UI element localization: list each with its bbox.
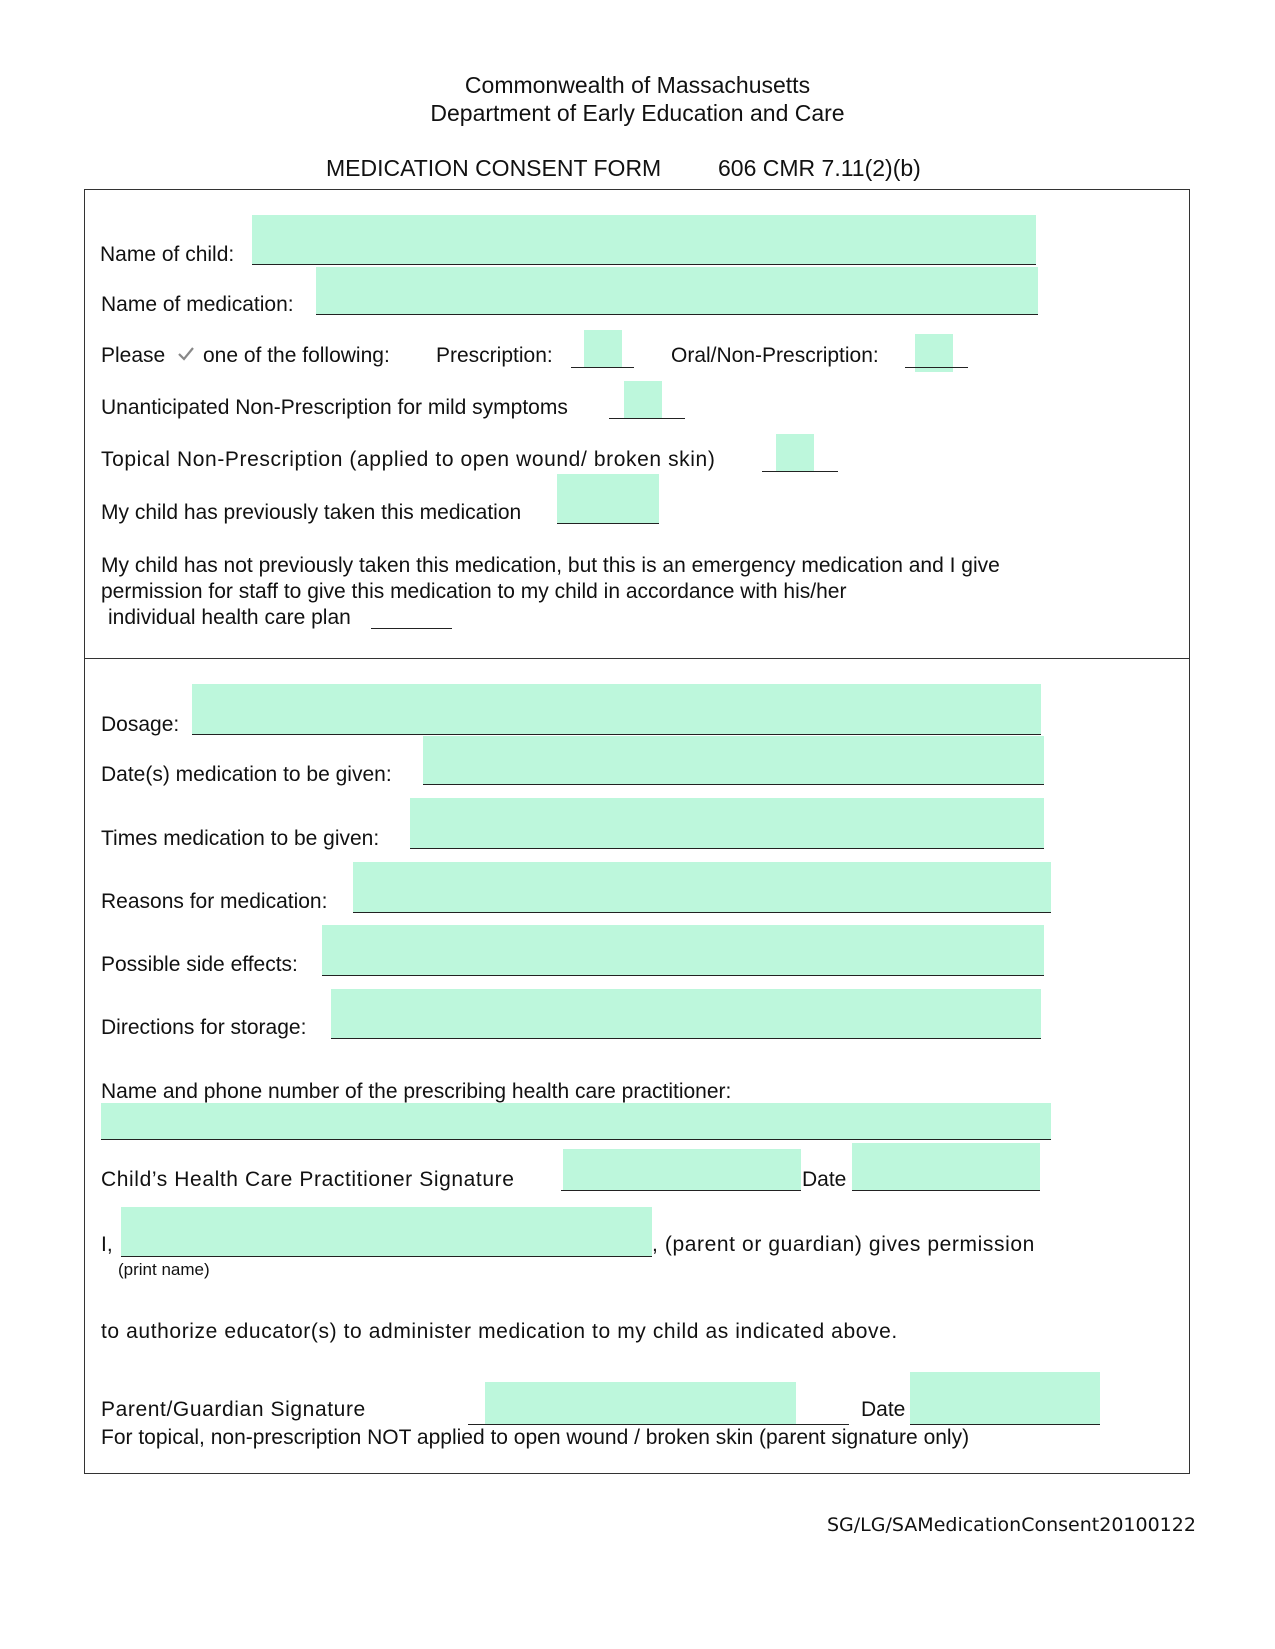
section-divider [84,658,1190,659]
parent-signature-label: Parent/Guardian Signature [101,1398,366,1421]
previously-taken-underline [557,523,659,524]
unanticipated-checkbox-field[interactable] [624,381,662,419]
parent-signature-underline [468,1424,849,1425]
name-of-medication-underline [316,314,1038,315]
name-of-medication-label: Name of medication: [101,293,294,316]
not-previously-line-1: My child has not previously taken this medication, but this is an emergency medication and I give [101,554,1000,577]
storage-label: Directions for storage: [101,1016,307,1039]
name-of-medication-field[interactable] [316,267,1038,315]
health-care-plan-underline[interactable] [371,628,452,629]
practitioner-underline [101,1139,1051,1140]
practitioner-signature-underline [561,1190,801,1191]
reasons-field[interactable] [353,862,1051,913]
practitioner-signature-field[interactable] [563,1149,801,1191]
topical-checkbox-field[interactable] [776,434,814,472]
parent-print-name-underline [121,1256,652,1257]
oral-nonprescription-label: Oral/Non-Prescription: [671,344,879,367]
unanticipated-label: Unanticipated Non-Prescription for mild symptoms [101,396,568,419]
side-effects-underline [322,975,1044,976]
i-label: I, [101,1233,113,1256]
topical-note: For topical, non-prescription NOT applied to open wound / broken skin (parent signature only) [101,1426,970,1449]
dosage-underline [192,734,1041,735]
practitioner-label: Name and phone number of the prescribing health care practitioner: [101,1080,732,1103]
practitioner-signature-label: Child’s Health Care Practitioner Signature [101,1168,515,1191]
not-previously-line-3: individual health care plan [108,606,351,629]
times-label: Times medication to be given: [101,827,380,850]
not-previously-line-2: permission for staff to give this medication to my child in accordance with his/her [101,580,847,603]
storage-field[interactable] [331,989,1041,1039]
regulation-code: 606 CMR 7.11(2)(b) [718,155,921,181]
side-effects-label: Possible side effects: [101,953,298,976]
check-mark-icon [177,345,195,363]
prescription-checkbox-field[interactable] [584,330,622,368]
dosage-label: Dosage: [101,713,180,736]
previously-taken-field[interactable] [557,474,659,524]
practitioner-date-label: Date [802,1168,847,1191]
parent-date-underline [910,1424,1100,1425]
please-label: Please [101,344,166,367]
storage-underline [331,1038,1041,1039]
dates-field[interactable] [423,736,1044,785]
name-of-child-field[interactable] [252,215,1036,265]
previously-taken-label: My child has previously taken this medication [101,501,522,524]
unanticipated-underline [609,418,685,419]
gives-permission-label: , (parent or guardian) gives permission [652,1233,1035,1256]
dosage-field[interactable] [192,684,1041,735]
practitioner-date-underline [852,1190,1040,1191]
name-of-child-underline [252,264,1036,265]
side-effects-field[interactable] [322,925,1044,976]
reasons-underline [353,912,1051,913]
dates-label: Date(s) medication to be given: [101,763,392,786]
times-field[interactable] [410,798,1044,849]
parent-print-name-field[interactable] [121,1207,652,1257]
topical-label: Topical Non-Prescription (applied to open wound/ broken skin) [101,448,716,471]
reasons-label: Reasons for medication: [101,890,328,913]
times-underline [410,848,1044,849]
one-of-following-label: one of the following: [203,344,390,367]
dates-underline [423,784,1044,785]
form-title: MEDICATION CONSENT FORM [326,155,662,181]
footer-form-code: SG/LG/SAMedicationConsent20100122 [827,1514,1196,1536]
prescription-underline [571,367,634,368]
oral-nonprescription-underline [905,367,968,368]
prescription-label: Prescription: [436,344,553,367]
practitioner-date-field[interactable] [852,1143,1040,1191]
header-line-1: Commonwealth of Massachusetts [464,72,811,98]
authorize-label: to authorize educator(s) to administer medication to my child as indicated above. [101,1320,898,1343]
header-line-2: Department of Early Education and Care [430,100,845,126]
parent-date-field[interactable] [910,1372,1100,1425]
practitioner-field[interactable] [101,1103,1051,1140]
parent-signature-field[interactable] [485,1382,796,1425]
print-name-label: (print name) [118,1260,210,1279]
name-of-child-label: Name of child: [100,243,235,266]
parent-date-label: Date [861,1398,906,1421]
topical-underline [762,471,838,472]
